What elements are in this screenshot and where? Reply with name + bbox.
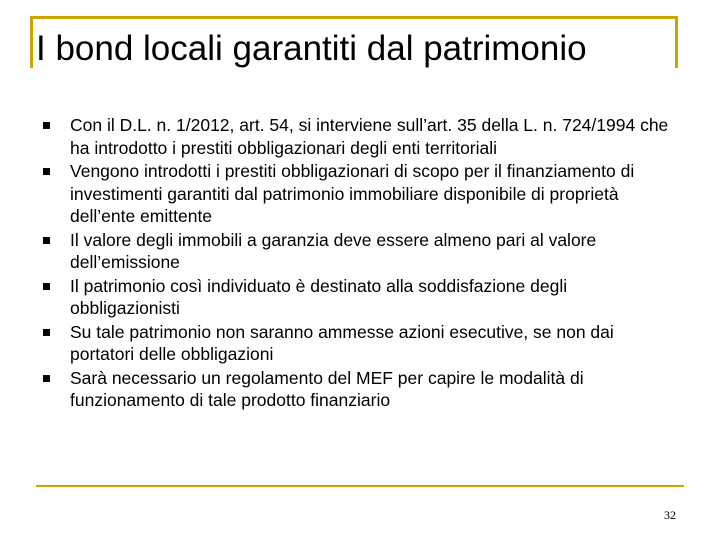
bullet-text: Il patrimonio così individuato è destinato alla soddisfazione degli obbligazionisti (70, 275, 568, 318)
bullet-list (40, 114, 680, 413)
square-bullet-icon (43, 329, 50, 336)
square-bullet-icon (43, 375, 50, 382)
square-bullet-icon (43, 283, 50, 290)
bullet-text: Su tale patrimonio non saranno ammesse azioni esecutive, se non dai portatori delle obbligazioni (70, 321, 614, 364)
page-number: 32 (664, 508, 676, 522)
slide-title: I bond locali garantiti dal patrimonio (36, 28, 662, 70)
bullet-text: Vengono introdotti i prestiti obbligazionari di scopo per il finanziamento di investimenti garantiti dal patrimonio immobiliare disponibile di proprietà dell’ente emittente (70, 161, 635, 226)
square-bullet-icon (43, 237, 50, 244)
bullet-text: Sarà necessario un regolamento del MEF per capire le modalità di funzionamento di tale prodotto finanziario (70, 367, 584, 410)
bottom-accent-rule (36, 485, 684, 487)
bullet-item (40, 114, 680, 159)
right-accent-rule (675, 16, 678, 68)
top-accent-rule (32, 16, 678, 19)
bullet-item (40, 367, 680, 412)
bullet-text: Il valore degli immobili a garanzia deve essere almeno pari al valore dell’emissione (70, 229, 597, 272)
bullet-item (40, 321, 680, 366)
square-bullet-icon (43, 168, 50, 175)
bullet-text: Con il D.L. n. 1/2012, art. 54, si interviene sull’art. 35 della L. n. 724/1994 che ha introdotto i prestiti obbligazionari degli enti territoriali (70, 115, 669, 158)
bullet-item (40, 275, 680, 320)
left-accent-rule (30, 16, 33, 68)
square-bullet-icon (43, 122, 50, 129)
bullet-item (40, 229, 680, 274)
bullet-item (40, 160, 680, 228)
